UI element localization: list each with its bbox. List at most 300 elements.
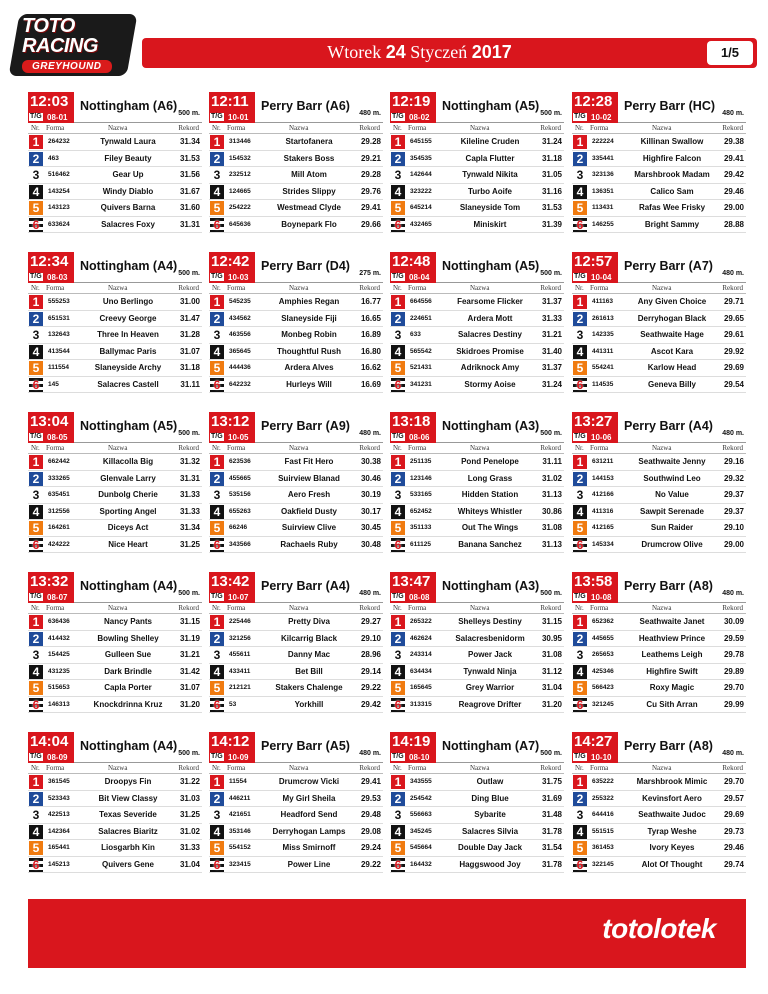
race-time: 14:12 (211, 733, 250, 750)
runner-row (390, 697, 564, 714)
trap-number: 2 (29, 152, 43, 166)
runner-name: Knockdrinna Kruz (93, 699, 163, 709)
race-time: 14:04 (30, 733, 69, 750)
col-forma: Forma (408, 764, 427, 772)
runner-name: Strides Slippy (282, 186, 336, 196)
track-name: Nottingham (A7) (442, 739, 540, 753)
runner-form: 655263 (229, 507, 251, 515)
runner-form: 515653 (48, 684, 70, 691)
track-name: Nottingham (A5) (80, 419, 178, 433)
column-header (209, 763, 383, 774)
race-distance: 480 m. (722, 750, 744, 757)
runner-name: Droopys Fin (104, 777, 152, 786)
trap-number: 1 (210, 455, 224, 469)
runner-name: Rachaels Ruby (280, 539, 338, 549)
col-forma: Forma (408, 284, 427, 292)
runner-name: Seathwaite Janet (639, 617, 705, 626)
runner-row (28, 471, 202, 488)
runner-form: 635451 (48, 491, 70, 498)
runner-name: Quivers Gene (101, 859, 155, 869)
trap-number: 6 (29, 858, 43, 872)
runner-name: Southwind Leo (643, 473, 701, 483)
trap-number: 2 (210, 632, 224, 646)
runner-record: 29.10 (723, 523, 744, 532)
runner-name: Filey Beauty (104, 153, 152, 163)
track-name: Nottingham (A6) (80, 99, 178, 113)
runner-row (28, 697, 202, 714)
col-nr: Nr. (31, 604, 40, 612)
col-forma: Forma (46, 124, 65, 132)
runner-name: Ding Blue (471, 793, 509, 803)
runner-form: 413544 (48, 347, 70, 355)
race-card (28, 252, 202, 392)
tg-badge: T/G (392, 273, 404, 280)
race-header (572, 92, 746, 123)
runner-form: 631211 (592, 458, 614, 465)
runner-name: Nancy Pants (103, 617, 153, 626)
col-nazwa: Nazwa (108, 124, 128, 132)
column-header (390, 603, 564, 614)
trap-number: 2 (391, 152, 405, 166)
runner-record: 31.32 (179, 457, 200, 466)
runner-row (390, 151, 564, 168)
race-distance: 480 m. (722, 590, 744, 597)
col-forma: Forma (227, 604, 246, 612)
runner-form: 251135 (410, 458, 432, 465)
runner-record: 28.96 (360, 650, 381, 659)
race-header (209, 572, 383, 603)
col-rekord: Rekord (540, 284, 561, 292)
runner-name: Killacolla Big (102, 457, 154, 466)
runner-row (28, 134, 202, 151)
runner-form: 145213 (48, 860, 70, 868)
runner-form: 446211 (229, 794, 251, 802)
trap-number: 3 (210, 808, 224, 822)
runner-form: 554241 (592, 364, 614, 371)
runner-name: Capla Porter (104, 683, 152, 692)
runner-form: 146313 (48, 700, 70, 708)
runner-name: Aero Fresh (287, 490, 331, 499)
trap-number: 6 (210, 378, 224, 392)
col-nazwa: Nazwa (289, 124, 309, 132)
runner-row (28, 311, 202, 328)
runner-record: 29.74 (723, 859, 744, 869)
col-forma: Forma (46, 604, 65, 612)
runner-form: 165441 (48, 844, 70, 851)
trap-number: 2 (391, 312, 405, 326)
runner-form: 313446 (229, 138, 251, 145)
race-code: 08-02 (409, 113, 430, 122)
runner-form: 222224 (592, 138, 614, 145)
runner-name: Quivers Barna (100, 203, 156, 212)
runner-form: 143254 (48, 187, 70, 195)
runner-row (28, 824, 202, 841)
runner-name: Bit View Classy (98, 793, 158, 803)
race-code: 08-04 (409, 273, 430, 282)
col-forma: Forma (408, 444, 427, 452)
runner-form: 143123 (48, 204, 70, 211)
runner-form: 551515 (592, 827, 614, 835)
col-nr: Nr. (575, 604, 584, 612)
race-time: 12:28 (574, 93, 613, 110)
trap-number: 3 (391, 168, 405, 182)
runner-form: 345245 (410, 827, 432, 835)
race-header (28, 732, 202, 763)
tg-badge: T/G (392, 593, 404, 600)
runner-record: 28.88 (723, 219, 744, 229)
runner-form: 145 (48, 380, 59, 388)
runner-form: 633 (410, 331, 421, 338)
race-header (28, 92, 202, 123)
runner-row (28, 520, 202, 537)
trap-number: 2 (391, 792, 405, 806)
trap-number: 4 (391, 345, 405, 359)
trap-number: 1 (29, 135, 43, 149)
runner-name: Seathwaite Judoc (638, 810, 706, 819)
runner-form: 264232 (48, 138, 70, 145)
col-nr: Nr. (212, 124, 221, 132)
runner-row (209, 200, 383, 217)
trap-number: 1 (573, 615, 587, 629)
runner-record: 31.02 (541, 473, 562, 483)
col-rekord: Rekord (359, 284, 380, 292)
runner-row (390, 134, 564, 151)
runner-row (28, 857, 202, 874)
race-time-box (390, 732, 436, 763)
track-name: Perry Barr (A9) (261, 419, 350, 433)
column-header (390, 123, 564, 134)
runner-form: 113431 (592, 204, 614, 211)
runner-name: Shelleys Destiny (458, 617, 522, 626)
runner-record: 31.13 (541, 490, 562, 499)
runner-record: 31.34 (179, 137, 200, 146)
runner-name: Cu Sith Arran (646, 699, 698, 709)
runner-record: 31.11 (542, 457, 562, 466)
runner-row (572, 537, 746, 554)
col-forma: Forma (408, 604, 427, 612)
runner-name: Miss Smirnoff (282, 843, 336, 852)
runner-name: Turbo Aoife (468, 186, 512, 196)
column-header (572, 123, 746, 134)
track-name: Nottingham (A4) (80, 739, 178, 753)
trap-number: 2 (573, 152, 587, 166)
runner-name: Out The Wings (461, 523, 519, 532)
trap-number: 5 (391, 681, 405, 695)
runner-record: 31.78 (541, 826, 562, 836)
trap-number: 5 (573, 361, 587, 375)
col-rekord: Rekord (540, 444, 561, 452)
runner-form: 154425 (48, 651, 70, 658)
runner-form: 265322 (410, 618, 432, 625)
runner-form: 142335 (592, 331, 614, 338)
runner-form: 154532 (229, 154, 251, 162)
trap-number: 1 (573, 455, 587, 469)
runner-name: Hurleys Will (286, 379, 332, 389)
trap-number: 4 (391, 825, 405, 839)
runner-row (209, 360, 383, 377)
tg-badge: T/G (574, 593, 586, 600)
trap-number: 2 (29, 792, 43, 806)
runner-form: 164432 (410, 860, 432, 868)
race-header (572, 252, 746, 283)
tg-badge: T/G (392, 753, 404, 760)
runner-record: 31.37 (541, 297, 562, 306)
runner-row (209, 167, 383, 184)
runner-record: 29.57 (723, 793, 744, 803)
col-nazwa: Nazwa (652, 764, 672, 772)
runner-name: Slaneyside Tom (459, 203, 521, 212)
runner-name: Creevy George (99, 313, 157, 323)
race-time: 12:48 (392, 253, 431, 270)
trap-number: 6 (210, 538, 224, 552)
runner-name: Hidden Station (461, 490, 519, 499)
tg-badge: T/G (30, 593, 42, 600)
runner-row (390, 377, 564, 394)
col-forma: Forma (46, 764, 65, 772)
runner-row (209, 327, 383, 344)
runner-row (28, 344, 202, 361)
runner-record: 31.21 (179, 650, 200, 659)
trap-number: 6 (29, 218, 43, 232)
trap-number: 5 (391, 201, 405, 215)
runner-row (209, 217, 383, 234)
runner-row (572, 857, 746, 874)
race-time: 13:04 (30, 413, 69, 430)
runner-name: Killinan Swallow (640, 137, 704, 146)
trap-number: 5 (573, 841, 587, 855)
runner-row (572, 774, 746, 791)
runner-name: Kilcarrig Black (280, 633, 338, 643)
runner-form: 662442 (48, 458, 70, 465)
race-time: 13:18 (392, 413, 431, 430)
runner-row (28, 151, 202, 168)
runner-form: 421651 (229, 811, 251, 818)
race-card (209, 732, 383, 872)
runner-form: 521431 (410, 364, 432, 371)
runner-form: 444436 (229, 364, 251, 371)
runner-row (572, 184, 746, 201)
race-card (209, 252, 383, 392)
runner-name: Kileline Cruden (460, 137, 520, 146)
runner-form: 645636 (229, 220, 251, 228)
runner-name: Bright Sammy (644, 219, 700, 229)
runner-name: Any Given Choice (637, 297, 707, 306)
runner-record: 31.16 (541, 186, 562, 196)
race-time-box (209, 92, 255, 123)
race-code: 10-02 (591, 113, 612, 122)
trap-number: 1 (391, 295, 405, 309)
track-name: Perry Barr (D4) (261, 259, 350, 273)
race-time: 12:34 (30, 253, 69, 270)
race-code: 10-09 (228, 753, 249, 762)
runner-record: 31.08 (541, 650, 562, 659)
race-card (390, 412, 564, 552)
runner-row (209, 134, 383, 151)
column-header (572, 283, 746, 294)
runner-name: Stakers Boss (283, 153, 335, 163)
trap-number: 1 (210, 615, 224, 629)
column-header (28, 763, 202, 774)
runner-record: 16.80 (360, 346, 381, 356)
runner-form: 146255 (592, 220, 614, 228)
runner-form: 445655 (592, 634, 614, 642)
trap-number: 5 (573, 521, 587, 535)
race-distance: 500 m. (178, 110, 200, 117)
runner-row (209, 344, 383, 361)
runner-row (209, 520, 383, 537)
runner-form: 644416 (592, 811, 614, 818)
runner-row (28, 184, 202, 201)
runner-record: 29.65 (723, 313, 744, 323)
runner-record: 31.00 (179, 297, 200, 306)
runner-row (390, 520, 564, 537)
runner-form: 635222 (592, 778, 614, 785)
runner-form: 652362 (592, 618, 614, 625)
col-rekord: Rekord (722, 284, 743, 292)
runner-record: 29.73 (723, 826, 744, 836)
runner-row (209, 647, 383, 664)
runner-form: 255322 (592, 794, 614, 802)
trap-number: 6 (573, 218, 587, 232)
runner-name: Rafas Wee Frisky (638, 203, 706, 212)
race-card (390, 732, 564, 872)
runner-row (209, 184, 383, 201)
runner-row (390, 840, 564, 857)
runner-row (209, 840, 383, 857)
track-name: Perry Barr (A8) (624, 579, 713, 593)
runner-record: 29.10 (360, 633, 381, 643)
race-time-box (390, 92, 436, 123)
tg-badge: T/G (211, 113, 223, 120)
date-month: Styczeń (410, 42, 468, 62)
runner-record: 29.78 (723, 650, 744, 659)
runner-name: Ivory Keyes (649, 843, 695, 852)
race-card (572, 92, 746, 232)
runner-row (209, 151, 383, 168)
col-nr: Nr. (31, 444, 40, 452)
runner-name: Fast Fit Hero (284, 457, 334, 466)
runner-form: 556663 (410, 811, 432, 818)
race-time-box (209, 412, 255, 443)
trap-number: 4 (391, 185, 405, 199)
runner-form: 411163 (592, 298, 613, 305)
trap-number: 3 (29, 328, 43, 342)
runner-row (390, 537, 564, 554)
col-forma: Forma (227, 764, 246, 772)
tg-badge: T/G (30, 433, 42, 440)
runner-row (28, 664, 202, 681)
trap-number: 2 (391, 632, 405, 646)
race-card (28, 732, 202, 872)
trap-number: 2 (573, 792, 587, 806)
runner-row (390, 824, 564, 841)
runner-name: Whiteys Whistler (457, 506, 523, 516)
runner-form: 565542 (410, 347, 432, 355)
runner-row (209, 294, 383, 311)
col-nr: Nr. (31, 764, 40, 772)
col-rekord: Rekord (359, 604, 380, 612)
runner-record: 29.22 (360, 683, 381, 692)
runner-name: Danny Mac (287, 650, 331, 659)
tg-badge: T/G (392, 433, 404, 440)
runner-form: 463 (48, 154, 59, 162)
runner-row (572, 697, 746, 714)
runner-name: Monbeg Robin (281, 330, 337, 339)
race-time-box (209, 732, 255, 763)
race-header (390, 252, 564, 283)
runner-form: 554152 (229, 844, 251, 851)
runner-record: 31.33 (541, 313, 562, 323)
runner-name: Geneva Billy (647, 379, 697, 389)
runner-name: Grey Warrior (465, 683, 515, 692)
col-nazwa: Nazwa (470, 284, 490, 292)
runner-record: 29.37 (723, 506, 744, 516)
runner-row (209, 311, 383, 328)
race-card (572, 572, 746, 712)
race-code: 08-10 (409, 753, 430, 762)
trap-number: 4 (29, 665, 43, 679)
trap-number: 2 (573, 312, 587, 326)
trap-number: 3 (210, 488, 224, 502)
trap-number: 6 (29, 538, 43, 552)
trap-number: 1 (210, 295, 224, 309)
trap-number: 3 (210, 168, 224, 182)
track-name: Perry Barr (A7) (624, 259, 713, 273)
runner-row (28, 360, 202, 377)
tg-badge: T/G (30, 273, 42, 280)
runner-row (390, 311, 564, 328)
race-header (209, 732, 383, 763)
runner-record: 31.02 (179, 826, 200, 836)
race-code: 10-04 (591, 273, 612, 282)
runner-record: 30.46 (360, 473, 381, 483)
trap-number: 3 (391, 808, 405, 822)
runner-form: 645155 (410, 138, 432, 145)
runner-row (28, 487, 202, 504)
runner-row (28, 647, 202, 664)
runner-name: Salacres Castell (97, 379, 159, 389)
runner-row (572, 134, 746, 151)
race-card (209, 572, 383, 712)
runner-name: Bet Bill (295, 666, 323, 676)
runner-record: 29.28 (360, 170, 381, 179)
race-code: 08-03 (47, 273, 68, 282)
trap-number: 6 (391, 378, 405, 392)
runner-name: Salacres Destiny (457, 330, 523, 339)
runner-record: 31.07 (179, 683, 200, 692)
runner-record: 30.45 (360, 523, 381, 532)
runner-record: 31.15 (179, 617, 200, 626)
track-name: Perry Barr (A4) (261, 579, 350, 593)
col-nazwa: Nazwa (289, 284, 309, 292)
runner-record: 31.11 (180, 379, 200, 389)
col-forma: Forma (408, 124, 427, 132)
runner-row (209, 774, 383, 791)
trap-number: 5 (210, 681, 224, 695)
trap-number: 2 (210, 312, 224, 326)
runner-row (572, 631, 746, 648)
runner-form: 323222 (410, 187, 432, 195)
runner-row (28, 614, 202, 631)
runner-row (28, 454, 202, 471)
runner-record: 29.38 (723, 137, 744, 146)
runner-row (209, 504, 383, 521)
runner-row (572, 151, 746, 168)
runner-form: 323415 (229, 860, 251, 868)
toto-racing-logo (22, 16, 127, 74)
tg-badge: T/G (211, 273, 223, 280)
race-header (390, 412, 564, 443)
